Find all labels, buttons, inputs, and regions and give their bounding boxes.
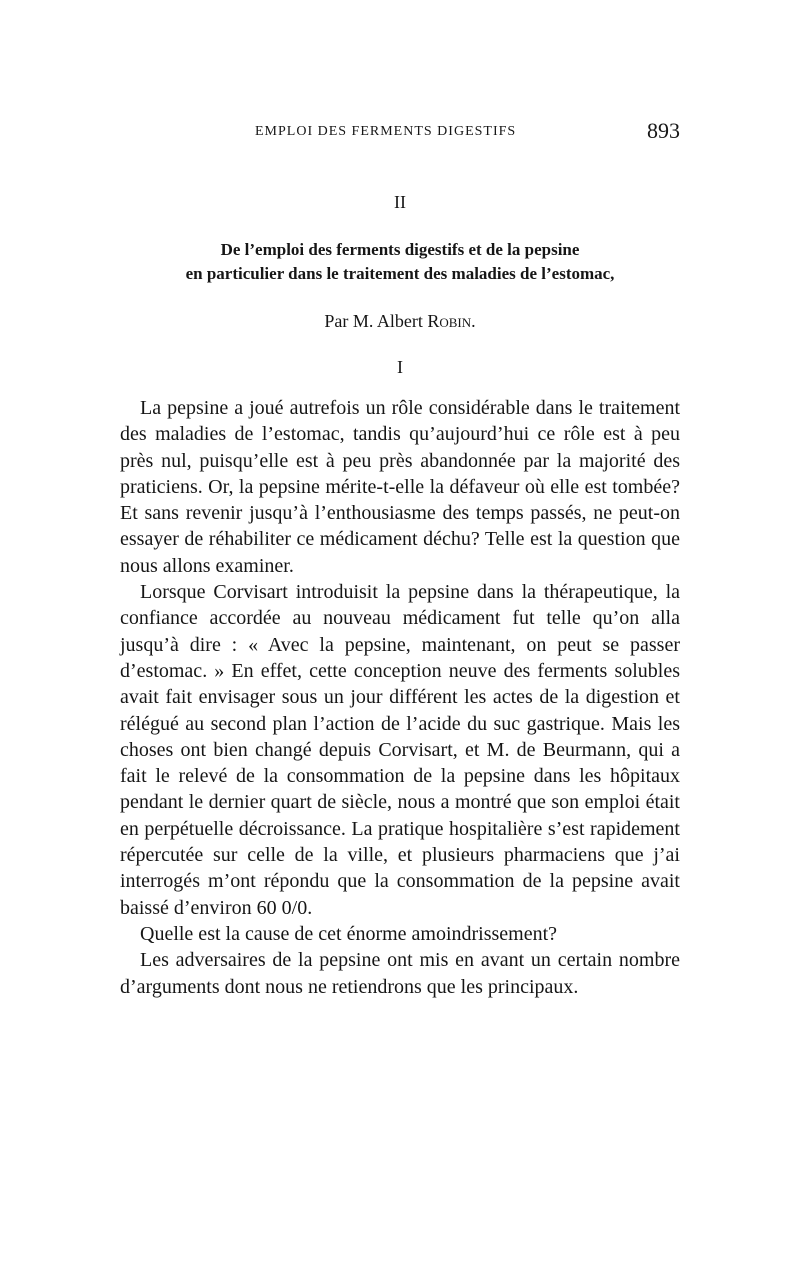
body-text bbox=[120, 395, 680, 1000]
article-title-line-2: en particulier dans le traitement des maladies de l’estomac, bbox=[185, 264, 615, 283]
paragraph: La pepsine a joué autrefois un rôle considérable dans le traitement des maladies de l’estomac, tandis qu’aujourd’hui ce rôle est à peu près nul, puisqu’elle est à peu près abandonnée par la majorité des praticiens. Or, la pepsine mérite-t-elle la défaveur où elle est tombée? Et sans revenir jusqu’à l’enthousiasme des temps passés, ne peut-on essayer de réhabiliter ce médicament déchu? Telle est la question que nous allons examiner. bbox=[120, 397, 680, 577]
running-head bbox=[120, 118, 680, 148]
article-title bbox=[110, 238, 690, 286]
article-title-line-1: De l’emploi des ferments digestifs et de la pepsine bbox=[220, 240, 580, 259]
author-line bbox=[0, 311, 800, 332]
running-title: EMPLOI DES FERMENTS DIGESTIFS bbox=[255, 124, 517, 139]
subsection-number: I bbox=[397, 357, 403, 377]
section-number: II bbox=[394, 192, 406, 212]
paragraph: Lorsque Corvisart introduisit la pepsine dans la thérapeutique, la confiance accordée au nouveau médicament fut telle qu’on alla jusqu’à dire : « Avec la pepsine, maintenant, on peut se passer d’estomac. » En effet, cette conception neuve des ferments solubles avait fait envisager sous un jour différent les actes de la digestion et rélégué au second plan l’action de l’acide du suc gastrique. Mais les choses ont bien changé depuis Corvisart, et M. de Beurmann, qui a fait le relevé de la consommation de la pepsine dans les hôpitaux pendant le dernier quart de siècle, nous a montré que son emploi était en perpétuelle décroissance. La pratique hospitalière s’est rapidement répercutée sur celle de la ville, et plusieurs pharmaciens que j’ai interrogés m’ont répondu que la consommation de la pepsine avait baissé d’environ 60 0/0. bbox=[120, 581, 680, 919]
page-number: 893 bbox=[647, 118, 680, 143]
paragraph: Quelle est la cause de cet énorme amoindrissement? bbox=[140, 922, 558, 945]
paragraph: Les adversaires de la pepsine ont mis en avant un certain nombre d’arguments dont nous ne retiendrons que les principaux. bbox=[120, 949, 680, 998]
author-prefix: Par M. Albert bbox=[324, 311, 428, 331]
author-surname: Robin. bbox=[427, 311, 476, 331]
